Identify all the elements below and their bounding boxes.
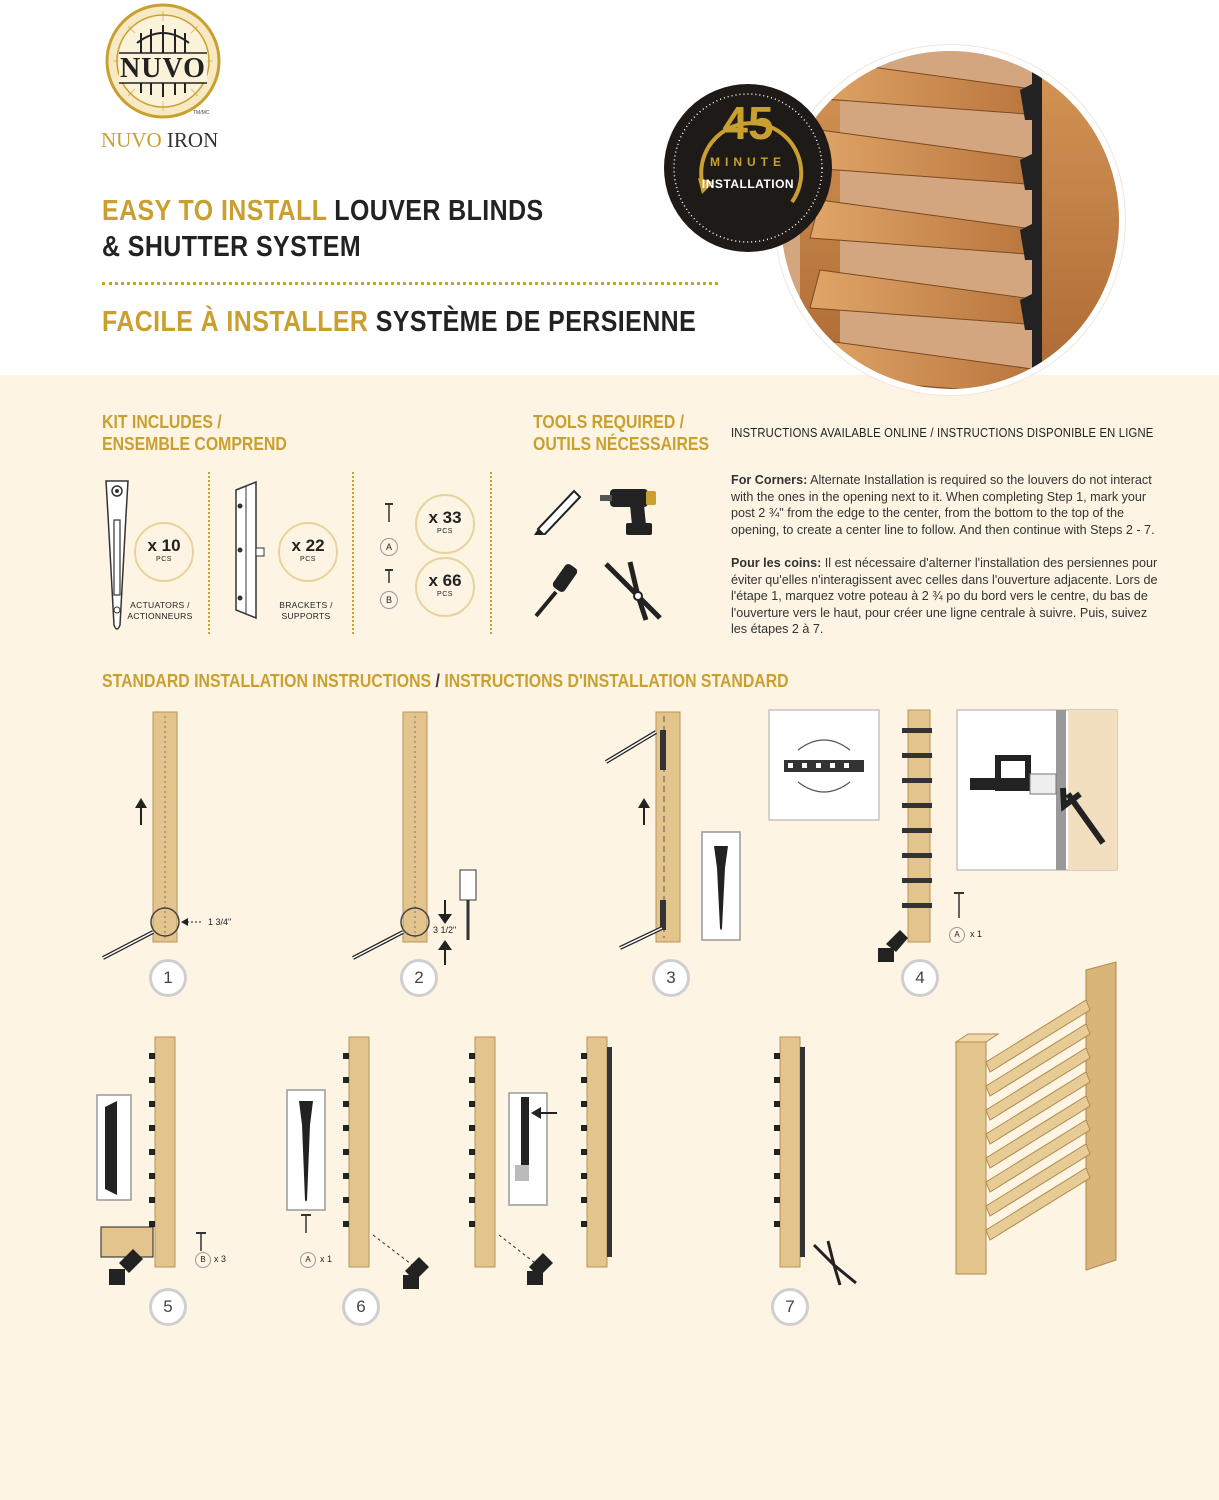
headline-dark-en: LOUVER BLINDS — [334, 195, 544, 227]
step-4-number: 4 — [901, 959, 939, 997]
brackets-qty: x 22 — [291, 536, 325, 555]
headline-french — [102, 306, 696, 339]
brackets-pcs: PCS — [300, 556, 316, 563]
headline-line1 — [102, 195, 544, 228]
screw-b-pcs: PCS — [437, 591, 453, 598]
screw-b-qty: x 66 — [428, 571, 462, 590]
actuators-label-en: ACTUATORS / — [130, 600, 190, 610]
kit-divider-2 — [352, 472, 354, 634]
brand-name-iron: IRON — [166, 128, 219, 152]
badge-installation: INSTALLATION — [701, 177, 795, 191]
tools-title — [533, 411, 709, 455]
step-6-diagram — [285, 1035, 625, 1300]
step-7-diagram — [770, 1035, 870, 1290]
coins-label: Pour les coins: — [731, 556, 822, 570]
step-7-number: 7 — [771, 1288, 809, 1326]
step-6-screw-qty: x 1 — [320, 1254, 333, 1264]
badge-minute: MINUTE — [710, 155, 786, 169]
screw-b-qty-badge — [415, 557, 475, 617]
kit-divider-1 — [208, 472, 210, 634]
step-1-number: 1 — [149, 959, 187, 997]
headline-line2: & SHUTTER SYSTEM — [102, 231, 362, 263]
brand-name-nuvo: NUVO — [101, 128, 162, 152]
kit-divider-3 — [490, 472, 492, 634]
step-4-diagram — [768, 708, 1123, 968]
instructions-online: INSTRUCTIONS AVAILABLE ONLINE / INSTRUCTIONS DISPONIBLE EN LIGNE — [731, 426, 1154, 440]
kit-title — [102, 411, 287, 455]
actuators-caption — [120, 600, 200, 622]
tools-title-en: TOOLS REQUIRED / — [533, 412, 685, 432]
badge-number: 45 — [722, 97, 774, 149]
finished-shutter-diagram — [950, 960, 1120, 1280]
logo-text: NUVO — [120, 53, 206, 84]
kit-title-en: KIT INCLUDES / — [102, 412, 222, 432]
step-5-screw-qty: x 3 — [214, 1254, 227, 1264]
step-2-dimension: 3 1/2" — [433, 925, 457, 935]
tools-title-fr: OUTILS NÉCESSAIRES — [533, 434, 710, 454]
corners-note-fr — [731, 555, 1163, 638]
headline-divider — [102, 282, 718, 285]
headline-dark-fr: SYSTÈME DE PERSIENNE — [375, 306, 697, 338]
step-6-screw-letter: A — [300, 1252, 316, 1268]
screw-a-qty-badge — [415, 494, 475, 554]
actuators-label-fr: ACTIONNEURS — [127, 611, 193, 621]
step-4-screw-qty: x 1 — [970, 929, 983, 939]
headline-gold-fr: FACILE À INSTALLER — [102, 306, 369, 338]
step-3-diagram — [598, 710, 748, 965]
screw-b-letter: B — [380, 591, 398, 609]
screw-a-qty: x 33 — [428, 508, 462, 527]
brackets-label-fr: SUPPORTS — [281, 611, 331, 621]
coins-text: Il est nécessaire d'alterner l'installation des persiennes pour éviter qu'elles n'interagissent avec celles dans l'ouverture adjacente. Lors de l'étape 1, marquez votre poteau à 2 ¾ po du bord vers le centre, du bas de l'ouverture vers le haut, pour créer une ligne centrale à suivre. Puis, suivez les étapes 2 à 7. — [731, 556, 1158, 636]
screw-a-pcs: PCS — [437, 528, 453, 535]
screwdriver-icon — [530, 560, 585, 620]
trademark: TM/MC — [193, 110, 210, 116]
corners-text: Alternate Installation is required so the louvers do not interact with the ones in the opening next to it. When completing Step 1, mark your post 2 ¾" from the edge to the center, from the bottom to the top of the opening, to create a center line to follow. And then continue with Steps 2 - 7. — [731, 473, 1155, 537]
pencil-icon — [530, 485, 585, 535]
actuators-qty: x 10 — [147, 536, 181, 555]
tin-snips-icon — [600, 558, 670, 624]
step-3-number: 3 — [652, 959, 690, 997]
actuators-qty-badge — [134, 522, 194, 582]
corners-label: For Corners: — [731, 473, 808, 487]
brackets-qty-badge — [278, 522, 338, 582]
screw-a-letter: A — [380, 538, 398, 556]
headline-gold-en: EASY TO INSTALL — [102, 195, 327, 227]
screw-a-icon — [382, 502, 396, 524]
standard-title-en: STANDARD INSTALLATION INSTRUCTIONS — [102, 671, 432, 691]
step-2-number: 2 — [400, 959, 438, 997]
step-2-diagram — [345, 710, 495, 965]
step-5-number: 5 — [149, 1288, 187, 1326]
brackets-label-en: BRACKETS / — [279, 600, 333, 610]
screw-b-icon — [382, 568, 396, 586]
brand-name — [101, 128, 218, 153]
standard-instructions-title — [102, 670, 789, 692]
standard-title-separator: / — [431, 671, 445, 691]
step-6-number: 6 — [342, 1288, 380, 1326]
actuators-pcs: PCS — [156, 556, 172, 563]
step-1-dimension: 1 3/4" — [208, 917, 232, 927]
corners-note-en — [731, 472, 1163, 538]
standard-title-fr: INSTRUCTIONS D'INSTALLATION STANDARD — [444, 671, 789, 691]
step-5-screw-letter: B — [195, 1252, 211, 1268]
kit-title-fr: ENSEMBLE COMPREND — [102, 434, 287, 454]
brackets-caption — [266, 600, 346, 622]
step-4-screw-letter: A — [949, 927, 965, 943]
drill-icon — [600, 485, 670, 540]
